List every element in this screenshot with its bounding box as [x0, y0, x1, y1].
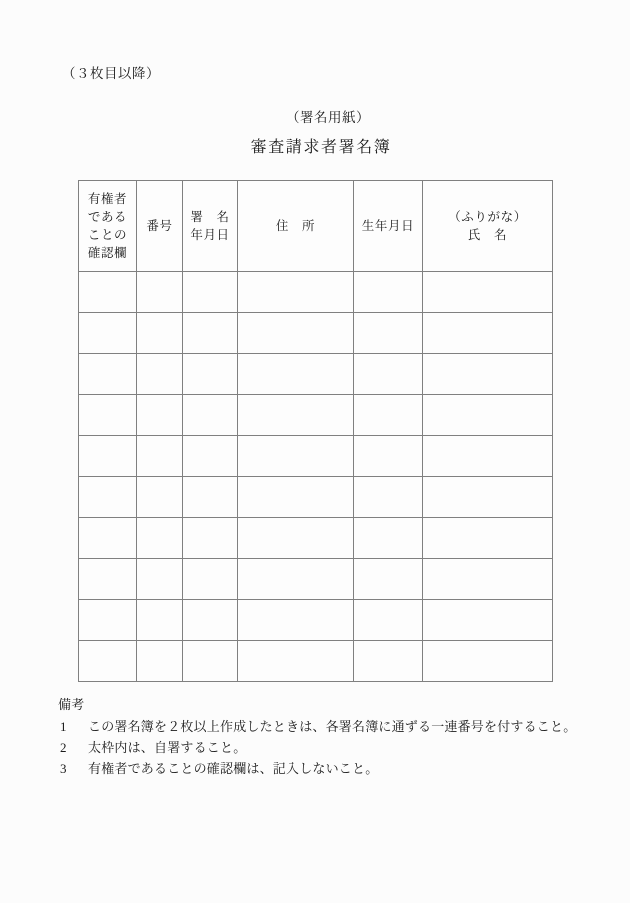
table-row — [79, 436, 553, 477]
cell-address[interactable] — [238, 600, 354, 641]
table-row — [79, 272, 553, 313]
page-title: 審査請求者署名簿 — [250, 139, 392, 156]
cell-birth-date[interactable] — [354, 395, 423, 436]
note-number: 3 — [60, 761, 67, 777]
cell-signature-date[interactable] — [183, 313, 238, 354]
header-verify-line3: ことの — [87, 228, 128, 242]
cell-address[interactable] — [238, 395, 354, 436]
cell-number[interactable] — [137, 313, 183, 354]
cell-signature-date[interactable] — [183, 395, 238, 436]
cell-address[interactable] — [238, 641, 354, 682]
cell-birth-date[interactable] — [354, 436, 423, 477]
form-kind-label: （署名用紙） — [286, 110, 370, 125]
cell-verify — [79, 354, 137, 395]
cell-signature-date[interactable] — [183, 600, 238, 641]
table-row — [79, 313, 553, 354]
cell-name[interactable] — [423, 313, 553, 354]
header-sigdate-line1: 署 名 — [190, 209, 230, 224]
cell-number[interactable] — [137, 559, 183, 600]
header-name-line1: （ふりがな） — [448, 209, 527, 224]
header-cell-signature-date — [183, 181, 238, 272]
table-row — [79, 354, 553, 395]
table-header-row — [79, 181, 553, 272]
cell-number[interactable] — [137, 272, 183, 313]
table-row — [79, 641, 553, 682]
cell-birth-date[interactable] — [354, 518, 423, 559]
header-cell-birth-date: 生年月日 — [354, 181, 423, 272]
cell-name[interactable] — [423, 272, 553, 313]
table-row — [79, 477, 553, 518]
note-number: 1 — [60, 719, 67, 735]
note-item — [58, 716, 598, 737]
cell-name[interactable] — [423, 354, 553, 395]
cell-verify — [79, 313, 137, 354]
cell-name[interactable] — [423, 518, 553, 559]
cell-name[interactable] — [423, 477, 553, 518]
cell-verify — [79, 272, 137, 313]
cell-name[interactable] — [423, 600, 553, 641]
cell-address[interactable] — [238, 436, 354, 477]
notes-title: 備考 — [58, 697, 85, 712]
header-verify-line1: 有権者 — [87, 191, 128, 206]
cell-verify — [79, 600, 137, 641]
header-cell-verify — [79, 181, 137, 272]
cell-verify — [79, 436, 137, 477]
cell-signature-date[interactable] — [183, 477, 238, 518]
cell-number[interactable] — [137, 436, 183, 477]
cell-number[interactable] — [137, 354, 183, 395]
cell-signature-date[interactable] — [183, 559, 238, 600]
cell-signature-date[interactable] — [183, 436, 238, 477]
cell-verify — [79, 395, 137, 436]
cell-name[interactable] — [423, 395, 553, 436]
cell-number[interactable] — [137, 641, 183, 682]
header-name-line2: 氏 名 — [467, 228, 508, 242]
note-item — [58, 758, 598, 779]
cell-address[interactable] — [238, 354, 354, 395]
table-row — [79, 518, 553, 559]
header-sigdate-line2: 年月日 — [190, 228, 230, 242]
note-item — [58, 737, 598, 758]
table-row — [79, 395, 553, 436]
cell-number[interactable] — [137, 477, 183, 518]
cell-address[interactable] — [238, 518, 354, 559]
cell-verify — [79, 641, 137, 682]
cell-birth-date[interactable] — [354, 272, 423, 313]
cell-signature-date[interactable] — [183, 272, 238, 313]
cell-signature-date[interactable] — [183, 641, 238, 682]
cell-verify — [79, 477, 137, 518]
cell-address[interactable] — [238, 559, 354, 600]
cell-name[interactable] — [423, 436, 553, 477]
cell-number[interactable] — [137, 395, 183, 436]
note-text: 有権者であることの確認欄は、記入しないこと。 — [88, 761, 379, 777]
cell-birth-date[interactable] — [354, 600, 423, 641]
signature-table — [78, 180, 553, 682]
table-row — [79, 559, 553, 600]
cell-signature-date[interactable] — [183, 354, 238, 395]
header-cell-number: 番号 — [137, 181, 183, 272]
table-row — [79, 600, 553, 641]
cell-birth-date[interactable] — [354, 354, 423, 395]
cell-number[interactable] — [137, 600, 183, 641]
header-verify-line4: 確認欄 — [87, 246, 128, 261]
signature-table-wrapper — [78, 180, 552, 672]
note-text: 太枠内は、自署すること。 — [88, 740, 247, 756]
cell-birth-date[interactable] — [354, 559, 423, 600]
notes-section — [58, 694, 598, 779]
page-sequence-label: （３枚目以降） — [62, 66, 160, 81]
cell-name[interactable] — [423, 641, 553, 682]
cell-birth-date[interactable] — [354, 477, 423, 518]
note-text: この署名簿を２枚以上作成したときは、各署名簿に通ずる一連番号を付すること。 — [88, 719, 577, 735]
cell-birth-date[interactable] — [354, 313, 423, 354]
header-verify-line2: である — [87, 209, 128, 224]
cell-address[interactable] — [238, 477, 354, 518]
cell-verify — [79, 518, 137, 559]
note-number: 2 — [60, 740, 67, 756]
header-cell-name — [423, 181, 553, 272]
cell-address[interactable] — [238, 272, 354, 313]
cell-number[interactable] — [137, 518, 183, 559]
cell-verify — [79, 559, 137, 600]
cell-birth-date[interactable] — [354, 641, 423, 682]
cell-name[interactable] — [423, 559, 553, 600]
header-cell-address: 住 所 — [238, 181, 354, 272]
cell-signature-date[interactable] — [183, 518, 238, 559]
cell-address[interactable] — [238, 313, 354, 354]
